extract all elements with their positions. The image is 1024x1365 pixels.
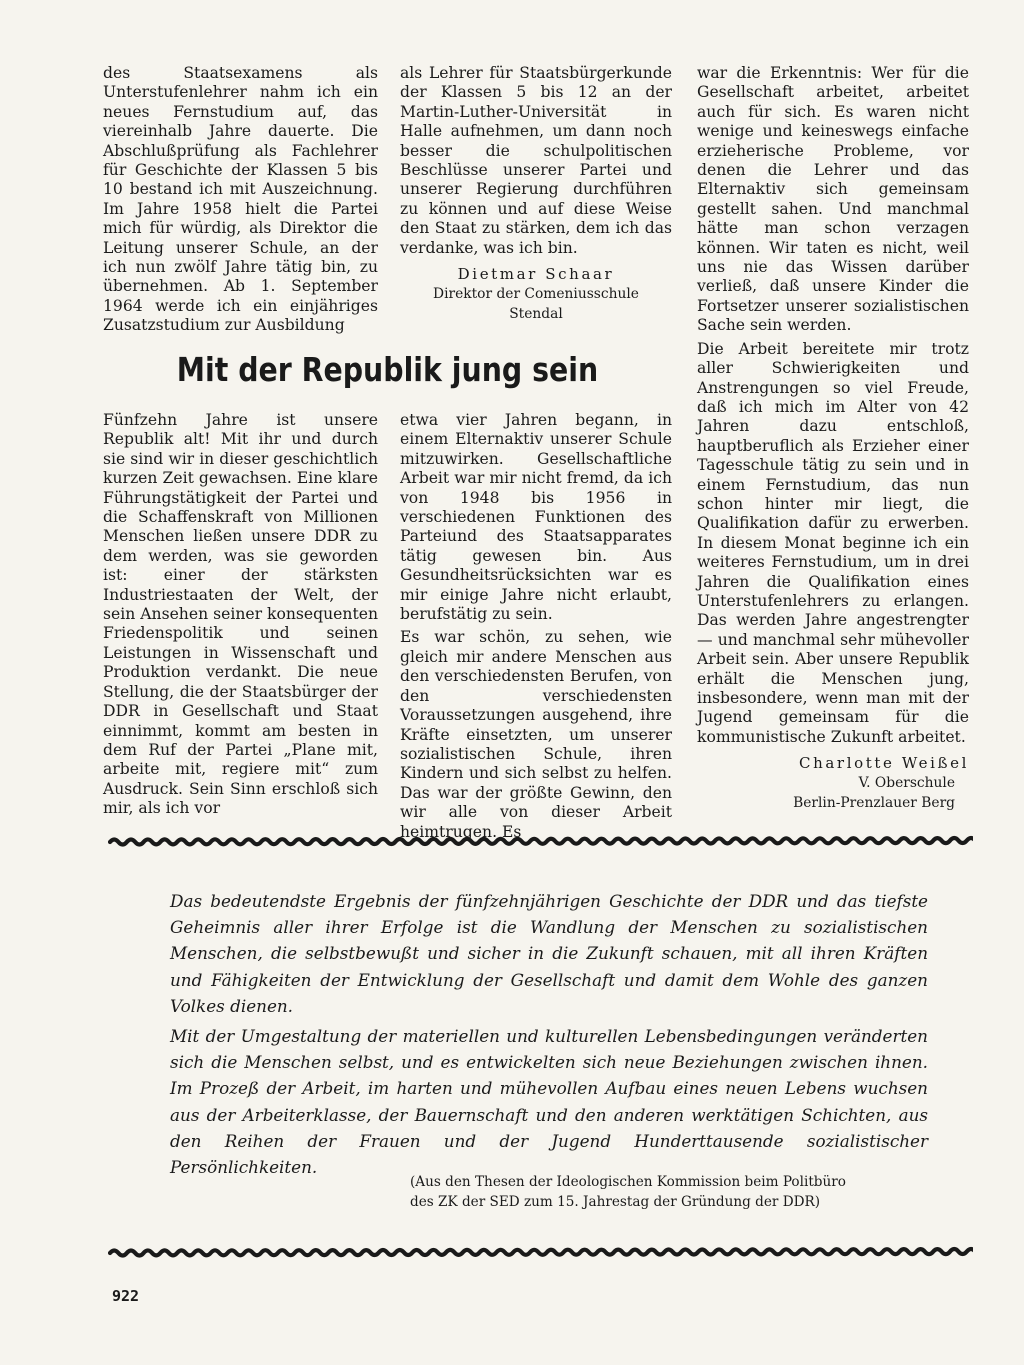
article-headline: Mit der Republik jung sein (176, 350, 599, 389)
quote-source (410, 1172, 930, 1212)
article2-column-1 (103, 411, 378, 819)
article1-column-2 (400, 64, 672, 324)
quote-paragraph-2: Mit der Umgestaltung der materiellen und kulturellen Lebensbedingungen veränderten sich die Menschen selbst, und es entwickelten sich neue Beziehungen zwischen ihnen. Im Prozeß der Arbeit, im harten und mühevollen Aufbau eines neuen Lebens wuchsen aus der Arbeiterklasse, der Bauernschaft und den anderen werktätigen Schichten, aus den Reihen der Frauen und der Jugend Hunderttausende sozialistischer Persönlichkeiten. (170, 1026, 928, 1178)
article1-column-1 (103, 64, 378, 336)
wavy-divider (108, 832, 973, 850)
article2-text-col3-p2: Die Arbeit bereitete mir trotz aller Schwierigkeiten und Anstrengungen so viel Freude, daß ich mich im Alter von 42 Jahren dazu entschloß, hauptberuflich als Erzieher einer Tagesschule tätig zu sein und in einem Fernstudium, das nun schon hinter mir liegt, die Qualifikation dafür zu erwerben. In diesem Monat beginne ich ein weiteres Fernstudium, um in drei Jahren die Qualifikation eines Unterstufenlehrers zu erlangen. Das werden Jahre angestrengter — und manchmal sehr mühevoller Arbeit sein. Aber unsere Republik erhält die Menschen jung, insbesondere, wenn man mit der Jugend gemeinsam für die kommunistische Zukunft arbeitet. (697, 339, 969, 746)
article2-signature (697, 753, 969, 813)
article1-text-col1: des Staatsexamens als Unterstufenlehrer nahm ich ein neues Fernstudium auf, das viereinhalb Jahre dauerte. Die Abschlußprüfung als Fachlehrer für Geschichte der Klassen 5 bis 10 bestand ich mit Auszeichnung. Im Jahre 1958 hielt die Partei mich für würdig, als Direktor die Leitung unserer Schule, an der ich nun zwölf Jahre tätig bin, zu übernehmen. Ab 1. September 1964 werde ich ein einjähriges Zusatzstudium zur Ausbildung (103, 64, 378, 335)
author-name: Charlotte Weißel (799, 754, 969, 773)
article2-text-col3-p1: war die Erkenntnis: Wer für die Gesellschaft arbeitet, arbeitet auch für sich. Es waren nicht wenige und keineswegs einfache erzieherische Probleme, vor denen die Lehrer und das Elternaktiv sich gemeinsam gestellt sahen. Und manchmal hätte man schon verzagen können. Wir taten es nicht, weil uns nie das Wissen darüber verließ, daß unsere Kinder die Fortsetzer unserer sozialistischen Sache sein werden. (697, 64, 969, 335)
article2-column-2 (400, 411, 672, 842)
author-title: Direktor der Comeniusschule (433, 286, 639, 303)
author-name: Dietmar Schaar (457, 265, 615, 284)
article1-signature (400, 264, 672, 324)
article2-text-col2-p1: etwa vier Jahren begann, in einem Elternaktiv unserer Schule mitzuwirken. Gesellschaftliche Arbeit war mir nicht fremd, da ich von 1948 bis 1956 in verschiedenen Funktionen des Parteiund des Staatsapparates tätig gewesen bin. Aus Gesundheitsrücksichten war es mir einige Jahre nicht erlaubt, berufstätig zu sein. (400, 411, 672, 624)
page-number: 922 (112, 1287, 140, 1305)
quote-paragraph-1: Das bedeutendste Ergebnis der fünfzehnjährigen Geschichte der DDR und das tiefste Geheimnis aller ihrer Erfolge ist die Wandlung der Menschen zu sozialistischen Menschen, die selbstbewußt und sicher in die Zukunft schauen, mit all ihren Kräften und Fähigkeiten der Entwicklung der Gesellschaft und damit dem Wohle des ganzen Volkes dienen. (170, 891, 928, 1016)
article2-column-3 (697, 64, 969, 813)
wavy-divider (108, 1243, 973, 1261)
author-school: V. Oberschule (858, 775, 955, 792)
article1-text-col2: als Lehrer für Staatsbürgerkunde der Klassen 5 bis 12 an der Martin-Luther-Universität in Halle aufnehmen, um dann noch besser die schulpolitischen Beschlüsse unserer Partei und unserer Regierung durchführen zu können und auf diese Weise den Staat zu stärken, dem ich das verdanke, was ich bin. (400, 64, 672, 257)
quote-block (170, 888, 928, 1180)
article2-text-col1: Fünfzehn Jahre ist unsere Republik alt! Mit ihr und durch sie sind wir in dieser geschichtlich kurzen Zeit gewachsen. Eine klare Führungstätigkeit der Partei und die Schaffenskraft von Millionen Menschen ließen unsere DDR zu dem werden, was sie geworden ist: einer der stärksten Industriestaaten der Welt, der sein Ansehen seiner konsequenten Friedenspolitik und seinen Leistungen in Wissenschaft und Produktion verdankt. Die neue Stellung, die der Staatsbürger der DDR in Gesellschaft und Staat einnimmt, kommt am besten in dem Ruf der Partei „Plane mit, arbeite mit, regiere mit“ zum Ausdruck. Sein Sinn erschloß sich mir, als ich vor (103, 411, 378, 818)
quote-source-line-1: (Aus den Thesen der Ideologischen Kommission beim Politbüro (410, 1174, 846, 1190)
author-location: Stendal (509, 306, 563, 323)
article2-text-col2-p2: Es war schön, zu sehen, wie gleich mir andere Menschen aus den verschiedensten Berufen, von den verschiedensten Voraussetzungen ausgehend, ihre Kräfte einsetzten, um unserer sozialistischen Schule, ihren Kindern und sich selbst zu helfen. Das war der größte Gewinn, den wir alle von dieser Arbeit heimtrugen. Es (400, 628, 672, 841)
quote-source-line-2: des ZK der SED zum 15. Jahrestag der Gründung der DDR) (410, 1194, 821, 1210)
author-location: Berlin-Prenzlauer Berg (793, 795, 955, 812)
